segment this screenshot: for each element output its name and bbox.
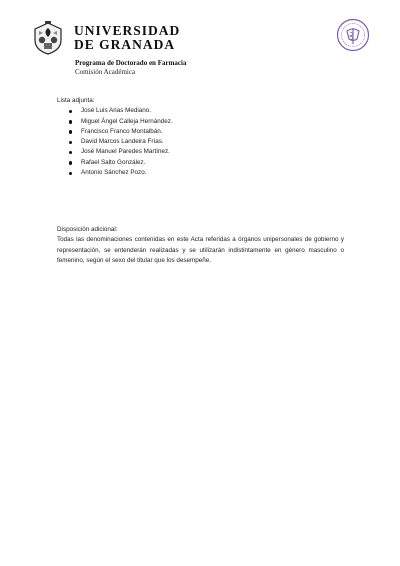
disposition-title: Disposición adicional:: [57, 226, 118, 233]
university-name: [74, 24, 180, 52]
university-name-line2: DE GRANADA: [74, 37, 176, 52]
list-title: Lista adjunta:: [57, 97, 95, 104]
program-title: Programa de Doctorado en Farmacia: [75, 59, 187, 67]
additional-disposition-section: [57, 225, 344, 266]
university-crest-icon: [30, 20, 66, 56]
list-item: David Marcos Landeira Frías.: [57, 137, 345, 147]
list-item: José Luis Arias Mediano.: [57, 106, 345, 116]
names-list: [57, 106, 345, 178]
pharmacy-faculty-seal-icon: [336, 18, 370, 52]
list-item: Francisco Franco Montalbán.: [57, 127, 345, 137]
list-item: José Manuel Paredes Martínez.: [57, 147, 345, 157]
program-subtitle: Comisión Académica: [75, 68, 136, 76]
list-item: Miguel Ángel Calleja Hernández.: [57, 117, 345, 127]
document-header: [30, 20, 370, 82]
list-item: Antonio Sánchez Pozo.: [57, 168, 345, 178]
disposition-text: Todas las denominaciones contenidas en este Acta referidas a órganos unipersonales de gobierno y representación, se entenderán realizadas y se utilizarán indistintamente en género masculino o femenino, según el sexo del titular que los desempeñe.: [57, 236, 344, 264]
university-name-line1: UNIVERSIDAD: [74, 23, 181, 38]
list-item: Rafael Salto González.: [57, 158, 345, 168]
attached-list-section: [57, 96, 345, 178]
